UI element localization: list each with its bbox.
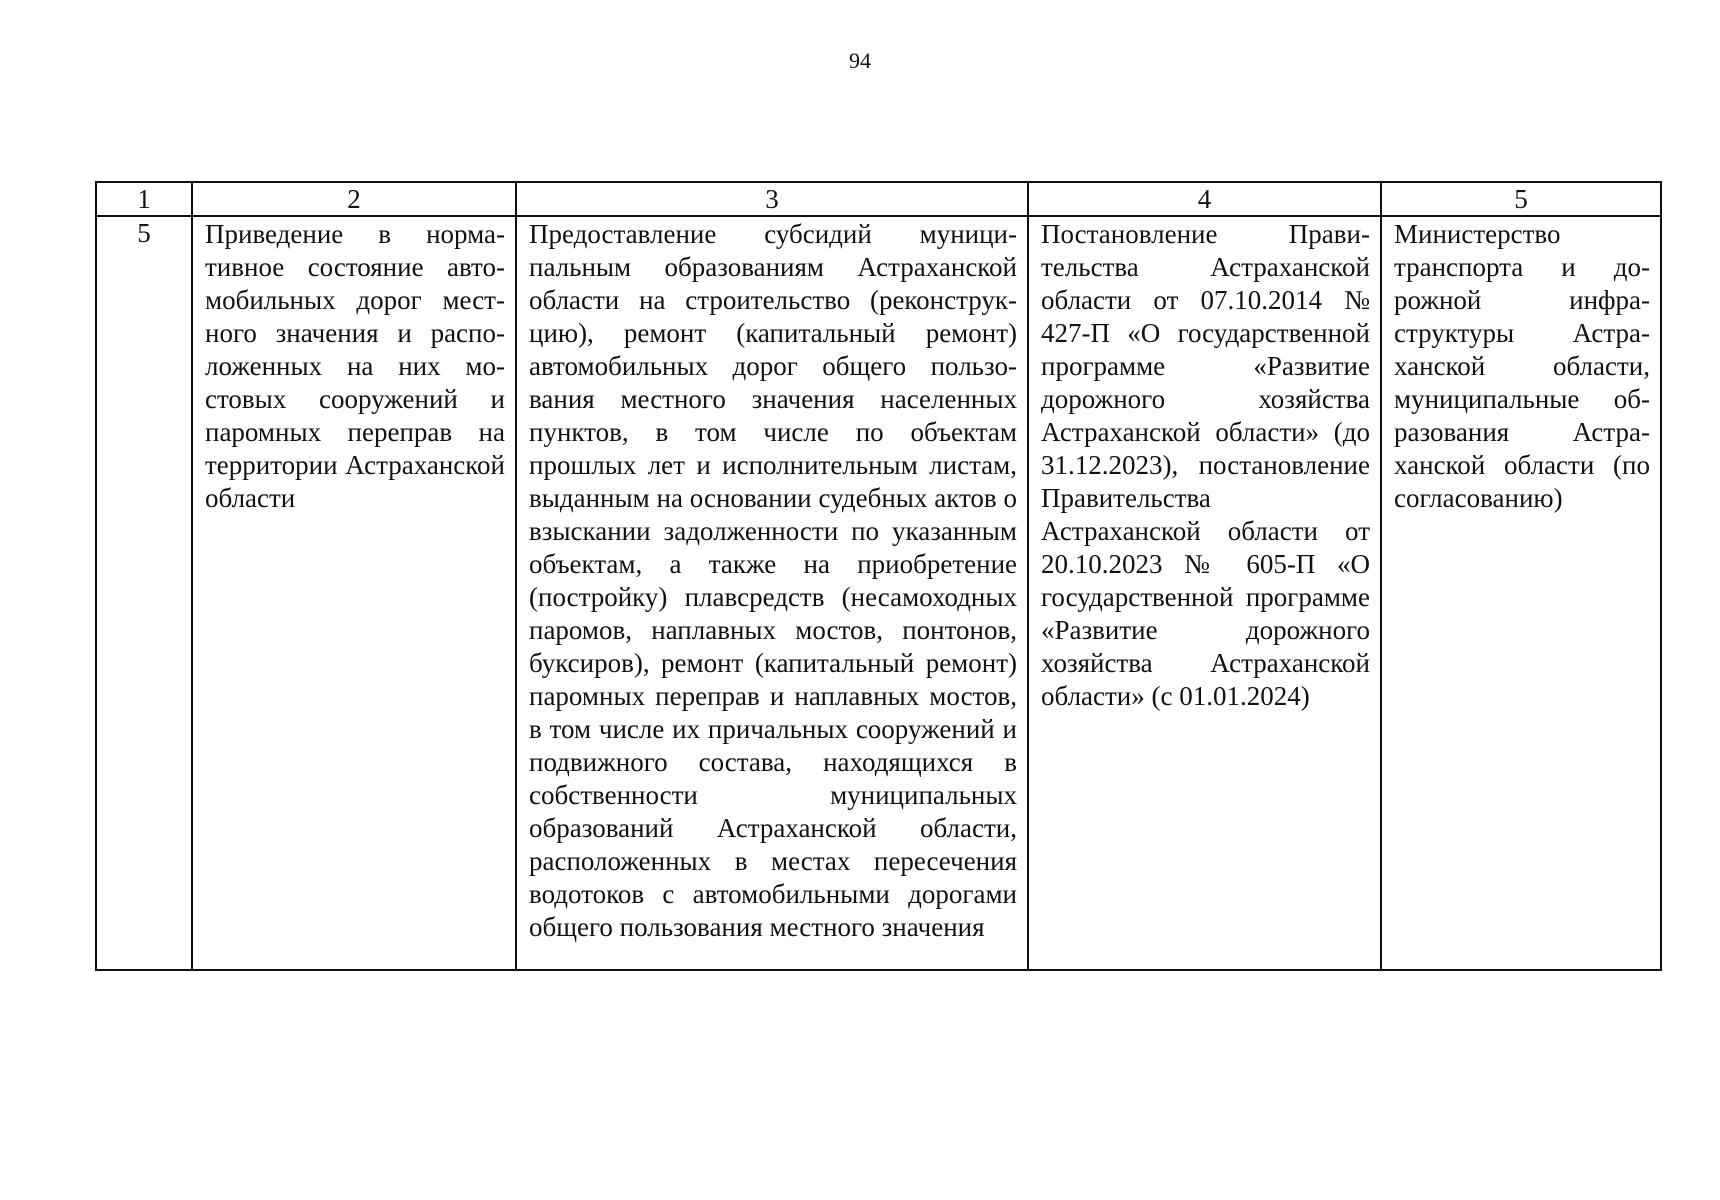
responsible-cell [1381,216,1661,970]
responsible-text: Министерство транспорта и дорожной инфраструктуры Астраханской области, муниципальные образования Астраханской области (по согласованию) [1394,219,1650,513]
legal-basis-cell [1028,216,1381,970]
table-header-row [96,182,1661,216]
row-number-cell [96,216,192,970]
event-description-text: Предоставление субсидий муниципальным образованиям Астраханской области на строительство (реконструкцию), ремонт (капитальный ремонт) автомобильных дорог общего пользования местного значения населенных пунктов, в том числе по объектам прошлых лет и исполнительным листам, выданным на основании судебных актов о взыскании задолженности по указанным объектам, а также на приобретение (постройку) плавсредств (несамоходных паромов, наплавных мостов, понтонов, буксиров), ремонт (капитальный ремонт) паромных переправ и наплавных мостов, в том числе их причальных сооружений и подвижного состава, находящихся в собственности муниципальных образований Астраханской области, расположенных в местах пересечения водотоков с автомобильными дорогами общего пользования местного значения [529,219,1017,942]
row-number: 5 [137,218,151,248]
event-name-text: Приведение в нормативное состояние автомобильных дорог местного значения и расположенных на них мостовых сооружений и паромных переправ на территории Астраханской области [205,219,505,513]
page-number: 94 [849,48,871,73]
event-description-cell [516,216,1028,970]
table-row [96,216,1661,970]
header-cell-2: 2 [192,182,516,216]
event-name-cell [192,216,516,970]
header-cell-4: 4 [1028,182,1381,216]
legal-basis-text: Постановление Правительства Астраханской области от 07.10.2014 № 427-П «О государственной программе «Развитие дорожного хозяйства Астраханской области» (до 31.12.2023), постановление Правительства Астраханской области от 20.10.2023 № 605-П «О государственной программе «Развитие дорожного хозяйства Астраханской области» (с 01.01.2024) [1041,219,1370,711]
header-cell-5: 5 [1381,182,1661,216]
header-cell-1: 1 [96,182,192,216]
header-cell-3: 3 [516,182,1028,216]
document-table [95,181,1662,971]
